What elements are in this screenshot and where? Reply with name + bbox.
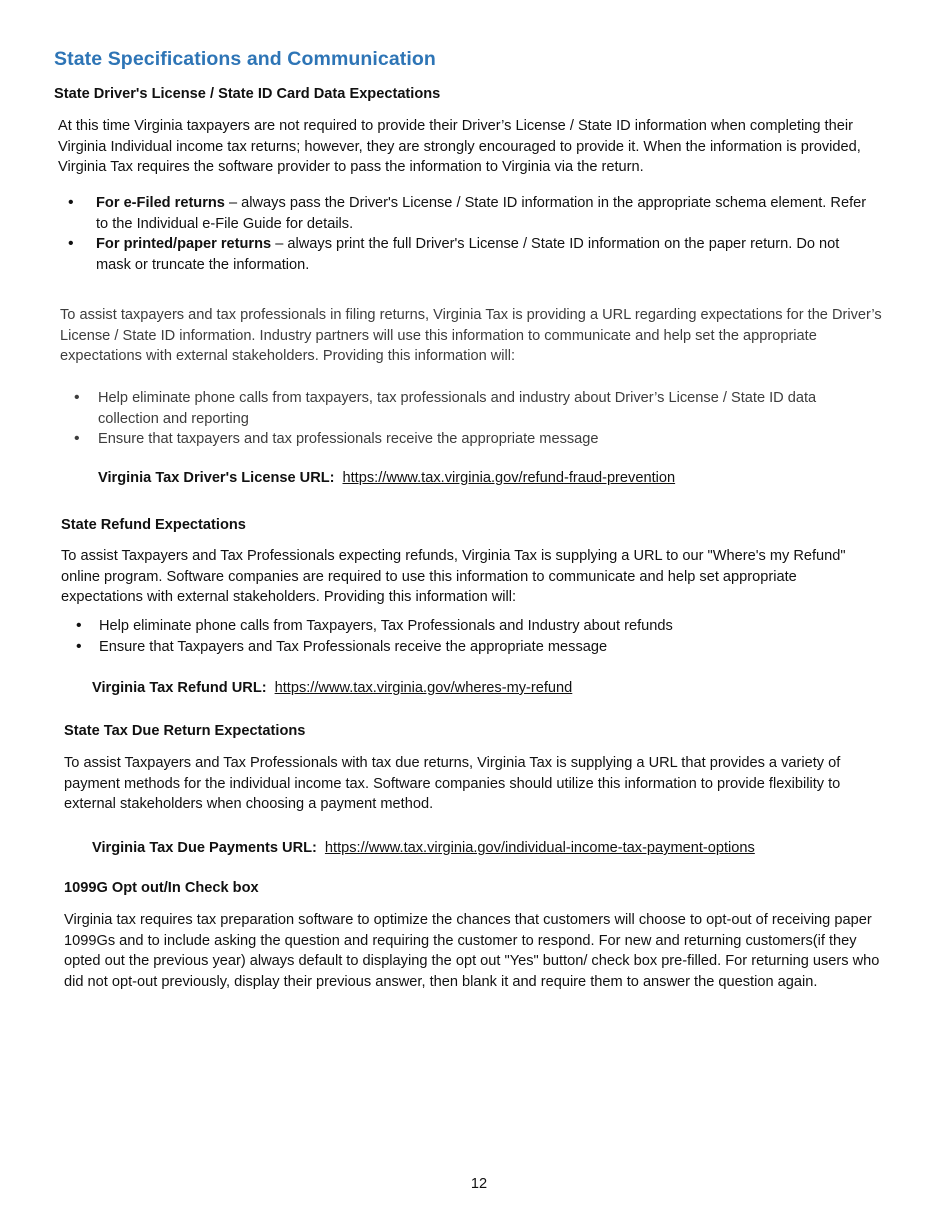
- dl-bullet-efile-bold: For e-Filed returns: [96, 195, 225, 211]
- dl-bullet-efile-text: – always pass the Driver's License / State ID information in the appropriate schema element. Refer to the Individual e-File Guide for details.: [96, 195, 867, 232]
- refund-bullet-1: • Help eliminate phone calls from Taxpayers, Tax Professionals and Industry about refunds: [76, 616, 876, 637]
- dl-bullet-efile: [68, 193, 878, 234]
- dl-heading: State Driver's License / State ID Card Data Expectations: [54, 86, 441, 102]
- dl-intro: At this time Virginia taxpayers are not required to provide their Driver’s License / State ID information when completing their Virginia Individual income tax returns; however, they are strongly encouraged to provide it. When the information is provided, Virginia Tax requires the software provider to pass the information to Virginia via the return.: [58, 118, 861, 176]
- taxdue-url-line: [92, 840, 755, 856]
- refund-intro: To assist Taxpayers and Tax Professionals expecting refunds, Virginia Tax is supplying a URL to our "Where's my Refund" online program. Software companies are required to use this information to communicate and help set appropriate expectations with external stakeholders. Providing this information will:: [61, 548, 846, 606]
- dl-url-link[interactable]: https://www.tax.virginia.gov/refund-fraud-prevention: [342, 470, 676, 486]
- dl-assist-bullet-2: • Ensure that taxpayers and tax professionals receive the appropriate message: [74, 429, 874, 450]
- refund-url-link[interactable]: https://www.tax.virginia.gov/wheres-my-refund: [274, 680, 573, 696]
- dl-bullet-paper-text: – always print the full Driver's License / State ID information on the paper return. Do not mask or truncate the information.: [96, 236, 840, 274]
- dl-bullet-paper-bold: For printed/paper returns: [96, 236, 272, 253]
- dl-url-line: [98, 470, 675, 486]
- dl-bullet-paper: [68, 234, 878, 275]
- page-number: 12: [470, 1176, 488, 1192]
- optout-body: Virginia tax requires tax preparation software to optimize the chances that customers will choose to opt-out of receiving paper 1099Gs and to include asking the question and requiring the customer to respond. For new and returning customers(if they opted out the previous year) always default to displaying the opt out "Yes" button/ check box pre-filled. For returning users who did not opt-out previously, display their previous answer, then blank it and require them to answer the question again.: [64, 912, 880, 991]
- taxdue-heading: State Tax Due Return Expectations: [64, 723, 306, 739]
- page-title: State Specifications and Communication: [54, 48, 436, 70]
- dl-assist: To assist taxpayers and tax professionals in filing returns, Virginia Tax is providing a URL regarding expectations for the Driver’s License / State ID information. Industry partners will use this information to communicate and help set the appropriate expectations with external stakeholders. Providing this information will:: [60, 307, 882, 365]
- dl-assist-bullets: [74, 388, 874, 450]
- dl-assist-bullet-1: • Help eliminate phone calls from taxpayers, tax professionals and industry about Driver’s License / State ID data collection and reporting: [74, 388, 874, 429]
- optout-heading: 1099G Opt out/In Check box: [64, 880, 259, 896]
- dl-bullets: [68, 193, 878, 276]
- refund-url-label: Virginia Tax Refund URL:: [92, 680, 267, 696]
- taxdue-url-link[interactable]: https://www.tax.virginia.gov/individual-income-tax-payment-options: [324, 840, 755, 856]
- taxdue-intro: To assist Taxpayers and Tax Professionals with tax due returns, Virginia Tax is supplying a URL that provides a variety of payment methods for the individual income tax. Software companies should utilize this information to provide flexibility to external stakeholders when choosing a payment method.: [64, 755, 841, 813]
- refund-url-line: [92, 680, 572, 696]
- refund-heading: State Refund Expectations: [61, 517, 246, 533]
- refund-bullets: [76, 616, 876, 657]
- taxdue-url-label: Virginia Tax Due Payments URL:: [92, 840, 317, 856]
- refund-bullet-2: • Ensure that Taxpayers and Tax Professionals receive the appropriate message: [76, 637, 876, 658]
- dl-url-label: Virginia Tax Driver's License URL:: [98, 470, 335, 486]
